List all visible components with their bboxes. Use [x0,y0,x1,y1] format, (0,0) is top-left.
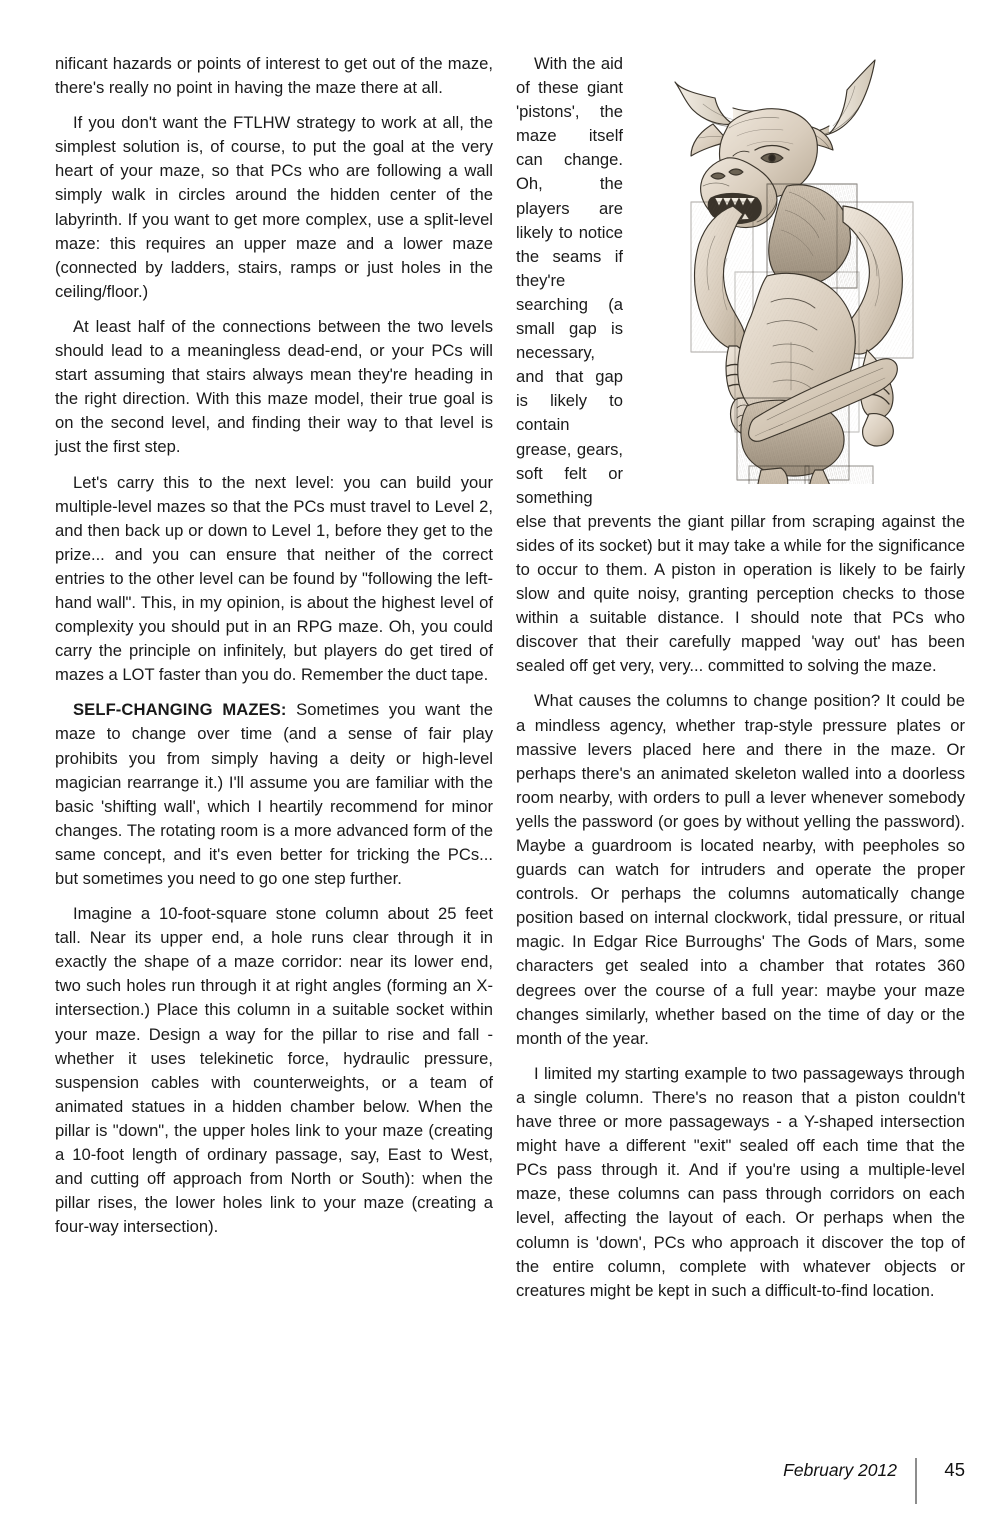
paragraph: What causes the columns to change position? It could be a mindless agency, whether trap-style pressure plates or massive levers placed here and there in the maze. Or perhaps there's an animated skeleton walled into a doorless room nearby, with orders to pull a lever whenever somebody yells the password (or goes by without yelling the password). Maybe a guardroom is located nearby, with peepholes so guards can watch for intruders and operate the proper controls. Or perhaps the columns automatically change position based on internal clockwork, tidal pressure, or ritual magic. In Edgar Rice Burroughs' The Gods of Mars, some characters get sealed into a chamber that rotates 360 degrees over the course of a full year: maybe your maze changes similarly, whether based on the time of day or the month of the year. [516,691,965,1048]
paragraph: nificant hazards or points of interest to get out of the maze, there's really no point in having the maze there at all. [55,54,493,98]
paragraph-pistons: With the aid of these giant 'pistons', the maze itself can change. Oh, the players are likely to notice the seams if they're searching (a small gap is necessary, and that gap is likely to contain grease, gears, soft felt or something else that prevents the giant pillar from scraping against the sides of its socket) but it may take a while for the significance to occur to them. A piston in operation is likely to be fairly slow and quite noisy, granting perception checks to those within a suitable distance. I should note that PCs who discover that their carefully mapped 'way out' has been sealed off get very, very... committed to solving the maze. [516,54,965,676]
paragraph-self-changing-mazes [55,698,493,891]
paragraph-body: Sometimes you want the maze to change over time (and a sense of fair play prohibits you from simply having a deity or high-level magician rearrange it.) I'll assume you are familiar with the basic 'shifting wall', which I heartily recommend for minor changes. The rotating room is a more advanced form of the same concept, and it's even better for tricking the PCs... but sometimes you need to go one step further. [55,700,493,888]
page-number: 45 [944,1459,965,1480]
section-run-in-heading: SELF-CHANGING MAZES: [73,700,287,720]
paragraph: Imagine a 10-foot-square stone column about 25 feet tall. Near its upper end, a hole runs clear through it in exactly the shape of a maze corridor: near its lower end, two such holes run through it at right angles (forming an X-intersection.) Place this column in a suitable socket within your maze. Design a way for the pillar to rise and fall - whether it uses telekinetic force, hydraulic pressure, suspension cables with counterweights, or a team of animated statues in a hidden chamber below. When the pillar is "down", the upper holes link to your maze (creating a 10-foot length of ordinary passage, say, East to West, and cutting off approach from North or South): when the pillar rises, the lower holes link to your maze (creating a four-way intersection). [55,904,493,1237]
page-footer [516,1458,965,1504]
paragraph: Let's carry this to the next level: you can build your multiple-level mazes so that the PCs must travel to Level 2, and then back up or down to Level 1, before they get to the prize... and you can ensure that neither of the correct entries to the other level can be found by "following the left-hand wall". This, in my opinion, is about the highest level of complexity you should put in an RPG maze. Oh, you could carry the principle on infinitely, but players do get tired of mazes a LOT faster than you do. Remember the duct tape. [55,472,493,685]
minotaur-illustration [637,46,977,484]
right-text-column [516,52,965,1303]
left-text-column [55,52,493,1239]
paragraph: At least half of the connections between the two levels should lead to a meaningless dead-end, or your PCs will start assuming that stairs always mean they're heading in the right direction. With this maze model, their true goal is on the second level, and finding their way to that level is just the first step. [55,316,493,457]
issue-date: February 2012 [783,1460,897,1480]
paragraph: If you don't want the FTLHW strategy to work at all, the simplest solution is, of course, to put the goal at the very heart of your maze, so that PCs who are following a wall simply walk in circles around the hidden center of the labyrinth. If you want to get more complex, use a split-level maze: this requires an upper maze and a lower maze (connected by ladders, stairs, ramps or just holes in the ceiling/floor.) [55,113,493,301]
paragraph: I limited my starting example to two passageways through a single column. There's no reason that a piston couldn't have three or more passageways - a Y-shaped intersection might have a different "exit" sealed off each time that the PCs pass through it. And if you're using a multiple-level maze, these columns can pass through corridors on each level, affecting the layout of each. Or perhaps when the column is 'down', PCs who approach it discover the top of the entire column, complete with whatever objects or creatures might be kept in such a difficult-to-find location. [516,1063,965,1300]
